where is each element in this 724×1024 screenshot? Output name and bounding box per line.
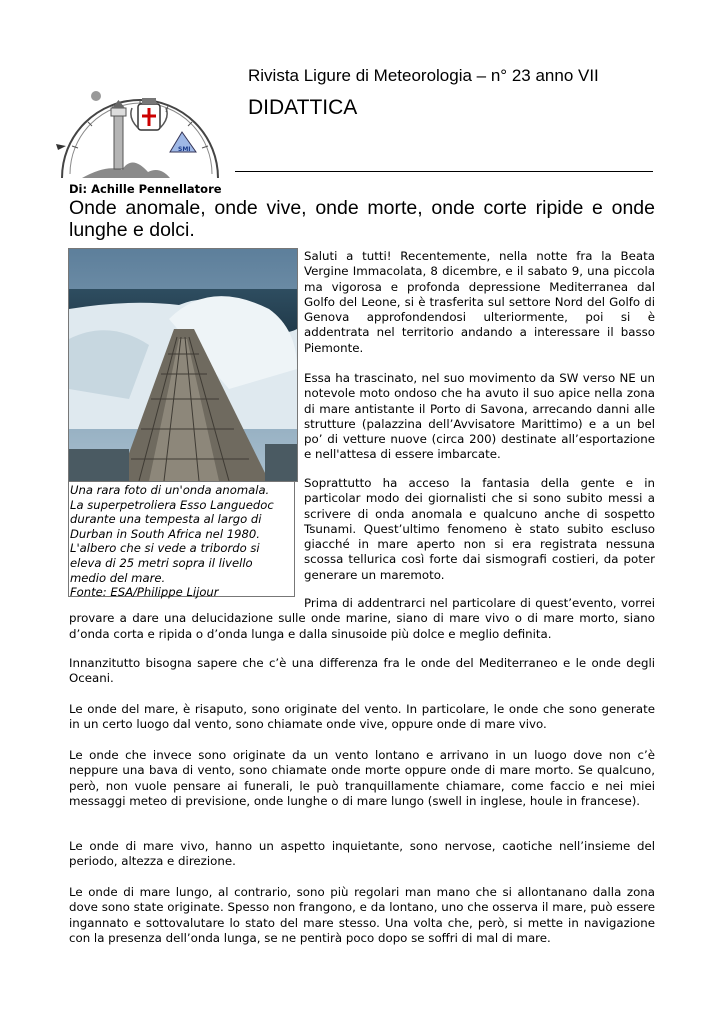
paragraph-savona: Essa ha trascinato, nel suo movimento da SW verso NE un notevole moto ondoso che ha avuto il suo apice nella zona di mare antistante il Porto di Savona, arrecando danni alle strutture (palazzina dell’Avvisatore Marittimo) e a un bel po’ di vetture nuove (circa 200) destinate all’esportazione e nell'attesa di essere imbarcate. <box>304 371 655 462</box>
article-title: Onde anomale, onde vive, onde morte, onde corte ripide e onde lunghe e dolci. <box>69 197 655 241</box>
header-rule <box>235 171 653 172</box>
caption-line: eleva di 25 metri sopra il livello <box>70 555 253 570</box>
journal-title: Rivista Ligure di Meteorologia – n° 23 anno VII <box>248 66 599 85</box>
caption-source: Fonte: ESA/Philippe Lijour <box>70 585 219 600</box>
caption-line: medio del mare. <box>70 570 166 585</box>
caption-line: La superpetroliera Esso Languedoc <box>70 497 274 512</box>
paragraph-differenza: Innanzitutto bisogna sapere che c’è una differenza fra le onde del Mediterraneo e le onde degli Oceani. <box>69 656 655 686</box>
caption-line: Durban in South Africa nel 1980. <box>70 526 260 541</box>
article-author: Di: Achille Pennellatore <box>69 182 222 196</box>
logo-badge-text: SMI <box>178 146 191 153</box>
paragraph-onde-vive: Le onde del mare, è risaputo, sono originate del vento. In particolare, le onde che sono generate in un certo luogo dal vento, sono chiamate onde vive, oppure onde di mare vivo. <box>69 702 655 732</box>
caption-line: Una rara foto di un'onda anomala. <box>70 483 270 497</box>
paragraph-mare-vivo: Le onde di mare vivo, hanno un aspetto inquietante, sono nervose, caotiche nell’insieme del periodo, altezza e direzione. <box>69 839 655 869</box>
paragraph-onde-morte: Le onde che invece sono originate da un vento lontano e arrivano in un luogo dove non c’è neppure una bava di vento, sono chiamate onde morte oppure onde di mare morto. Se qualcuno, però, non vuole pensare ai funerali, le può tranquillamente chiamare, come faccio e nei miei messaggi meteo di previsione, onde lunghe o di mare lungo (swell in inglese, houle in francese). <box>69 748 655 808</box>
paragraph-mare-lungo: Le onde di mare lungo, al contrario, sono più regolari man mano che si allontanano dalla zona dove sono state originate. Spesso non frangono, e da lontano, uno che osserva il mare, può essere ingannato e sottovalutare lo stato del mare stesso. Una volta che, però, si mette in navigazione con la presenza dell’onda lunga, se ne pentirà poco dopo se soffri di mal di mare. <box>69 885 655 945</box>
section-title: DIDATTICA <box>248 96 358 119</box>
paragraph-tsunami: Soprattutto ha acceso la fantasia della gente e in particolar modo dei giornalisti che si sono subito messi a scrivere di onda anomala e qualcuno anche di sospetto Tsunami. Quest’ultimo fenomeno è stato subito escluso giacché in mare aperto non si era registrata nessuna scossa tellurica così forte dai sismografi costieri, da poter generare un maremoto. <box>304 476 655 582</box>
paragraph-intro: Saluti a tutti! Recentemente, nella notte fra la Beata Vergine Immacolata, 8 dicembre, e il sabato 9, una piccola ma vigorosa e profonda depressione Mediterranea dal Golfo del Leone, si è trasferita sul settore Nord del Golfo di Genova approfondendosi ulteriormente, poi si è addentrata nel territorio andando a interessare il basso Piemonte. <box>304 249 655 355</box>
photo-caption <box>68 481 295 600</box>
journal-logo <box>52 74 232 178</box>
caption-line: durante una tempesta al largo di <box>70 512 262 527</box>
caption-line: L'albero che si vede a tribordo si <box>70 541 260 556</box>
paragraph-delucidazione: Prima di addentrarci nel particolare di quest’evento, vorrei provare a dare una delucidazione sulle onde marine, siano di mare vivo o di mare morto, siano d’onda corta e ripida o d’onda lunga e dalla sinusoide più dolce e meglio definita. <box>69 596 655 641</box>
rogue-wave-photo <box>68 248 298 482</box>
